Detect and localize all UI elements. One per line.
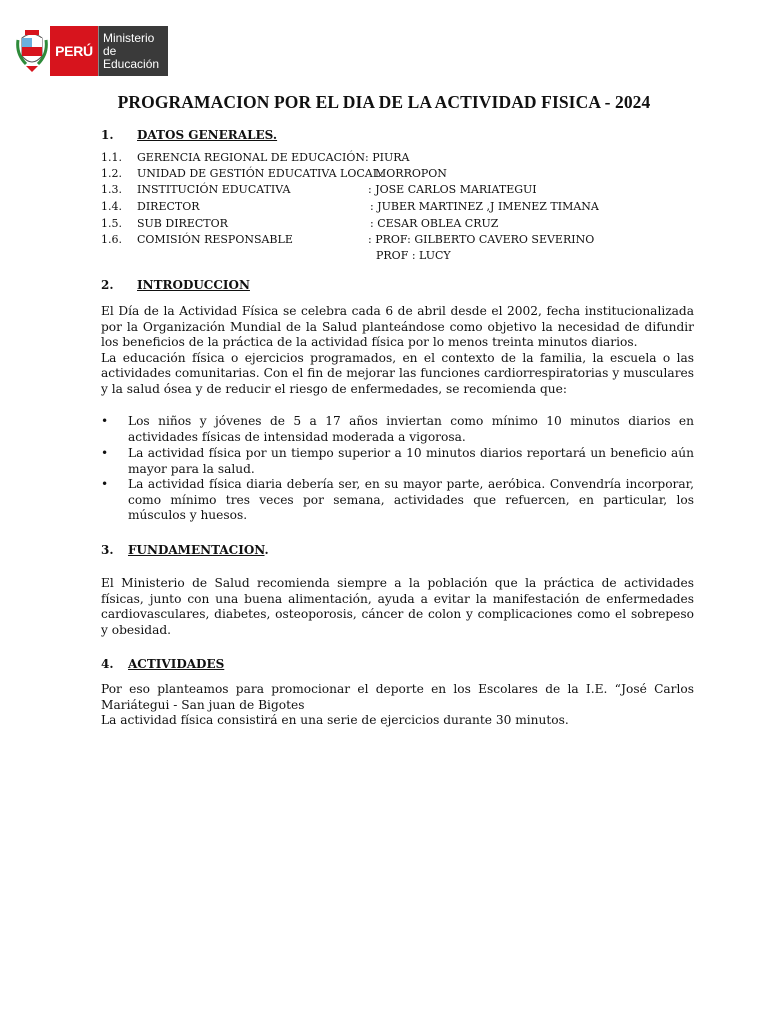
section-title-wrap [128, 543, 269, 557]
ministry-logo [14, 26, 168, 76]
introduccion-text [101, 304, 694, 398]
bullet-item [101, 446, 694, 477]
datos-extra-value: PROF : LUCY [376, 249, 451, 262]
paragraph: Por eso planteamos para promocionar el deporte en los Escolares de la I.E. “José Carlos Mariátegui - San juan de Bigotes [101, 682, 694, 712]
bullet-text: La actividad física por un tiempo superior a 10 minutos diarios reportará un beneficio aún mayor para la salud. [128, 446, 694, 476]
section-title: ACTIVIDADES [128, 657, 225, 671]
section-title: INTRODUCCION [137, 278, 250, 292]
paragraph: El Día de la Actividad Física se celebra cada 6 de abril desde el 2002, fecha institucionalizada por la Organización Mundial de la Salud planteándose como objetivo la necesidad de difundir los beneficios de la práctica de la actividad física por lo menos treinta minutos diarios. [101, 304, 694, 350]
datos-label: INSTITUCIÓN EDUCATIVA [137, 183, 291, 196]
section-title-suffix: . [264, 543, 269, 557]
datos-label: UNIDAD DE GESTIÓN EDUCATIVA LOCAL: [137, 167, 384, 180]
section-number: 1. [101, 128, 114, 142]
datos-number: 1.3. [101, 183, 122, 196]
bullet-icon: • [101, 446, 109, 460]
datos-label: GERENCIA REGIONAL DE EDUCACIÓN [137, 151, 366, 164]
datos-number: 1.4. [101, 200, 122, 213]
logo-ministry-text [98, 26, 168, 76]
bullet-icon: • [101, 477, 109, 491]
datos-number: 1.1. [101, 151, 122, 164]
datos-value: : JOSE CARLOS MARIATEGUI [368, 183, 537, 196]
bullet-item [101, 477, 694, 524]
fundamentacion-text [101, 576, 694, 638]
section-number: 2. [101, 278, 114, 292]
datos-label: DIRECTOR [137, 200, 200, 213]
section-number: 3. [101, 543, 114, 557]
datos-number: 1.5. [101, 217, 122, 230]
datos-value: : PIURA [365, 151, 410, 164]
section-title: DATOS GENERALES. [137, 128, 278, 142]
datos-value: : CESAR OBLEA CRUZ [370, 217, 499, 230]
datos-label: SUB DIRECTOR [137, 217, 228, 230]
section-title: FUNDAMENTACION [128, 543, 265, 557]
datos-value: : PROF: GILBERTO CAVERO SEVERINO [368, 233, 595, 246]
paragraph: La educación física o ejercicios programados, en el contexto de la familia, la escuela o las actividades comunitarias. Con el fin de mejorar las funciones cardiorrespiratorias y musculares y la salud ósea y de reducir el riesgo de enfermedades, se recomienda que: [101, 350, 694, 396]
section-number: 4. [101, 657, 114, 671]
paragraph: La actividad física consistirá en una serie de ejercicios durante 30 minutos. [101, 713, 569, 728]
datos-value: : JUBER MARTINEZ ,J IMENEZ TIMANA [370, 200, 599, 213]
datos-number: 1.2. [101, 167, 122, 180]
bullet-item [101, 414, 694, 445]
actividades-text [101, 682, 694, 729]
logo-country-text: PERÚ [50, 26, 98, 76]
datos-value: MORROPON [375, 167, 447, 180]
datos-number: 1.6. [101, 233, 122, 246]
bullet-text: Los niños y jóvenes de 5 a 17 años inviertan como mínimo 10 minutos diarios en actividades físicas de intensidad moderada a vigorosa. [128, 414, 694, 444]
paragraph: El Ministerio de Salud recomienda siempre a la población que la práctica de actividades físicas, junto con una buena alimentación, ayuda a evitar la manifestación de enfermedades cardiovasculares, diabetes, osteoporosis, cáncer de colon y complicaciones como el sobrepeso y obesidad. [101, 576, 694, 637]
logo-ministry-line2: de Educación [103, 43, 160, 71]
bullet-icon: • [101, 414, 109, 428]
logo-ministry-line1: Ministerio [103, 30, 155, 45]
document-title: PROGRAMACION POR EL DIA DE LA ACTIVIDAD FISICA - 2024 [117, 92, 651, 112]
bullet-text: La actividad física diaria debería ser, en su mayor parte, aeróbica. Convendría incorporar, como mínimo tres veces por semana, actividades que refuercen, en particular, los músculos y huesos. [128, 477, 694, 523]
datos-label: COMISIÓN RESPONSABLE [137, 233, 293, 246]
peru-coat-of-arms-icon [14, 26, 50, 76]
